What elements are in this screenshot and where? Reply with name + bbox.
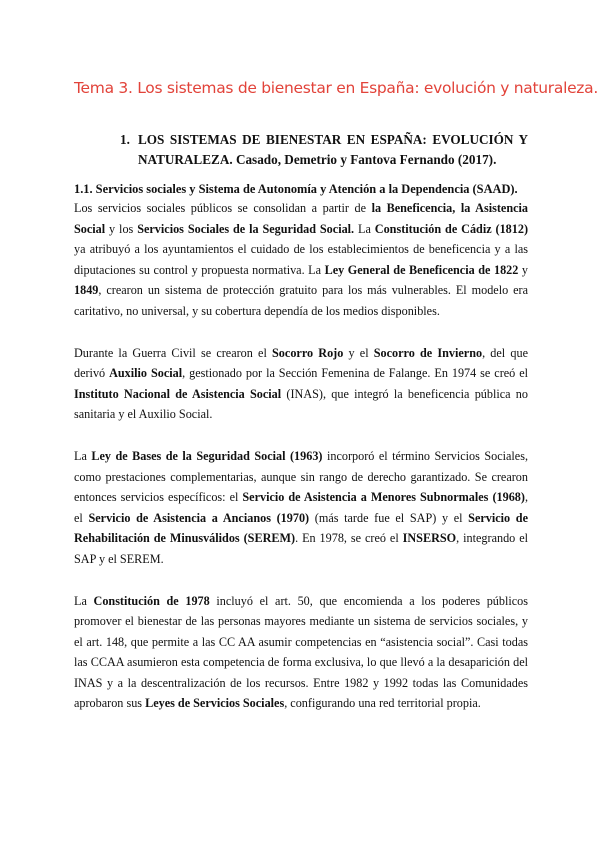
section-heading bbox=[74, 130, 528, 170]
text-run: Durante la Guerra Civil se crearon el bbox=[74, 345, 273, 360]
paragraph bbox=[74, 343, 528, 425]
text-run: incorporó el término Servicios Sociales, como prestaciones complementarias, aunque sin rango de derecho garantizado. Se crearon entonces servicios específicos: el bbox=[74, 448, 529, 505]
bold-text-run: la Beneficencia, la Asistencia Social bbox=[74, 201, 528, 236]
text-run: y el bbox=[343, 345, 374, 360]
bold-text-run: INSERSO bbox=[402, 531, 457, 546]
text-run: y los bbox=[105, 221, 138, 236]
bold-text-run: Auxilio Social bbox=[109, 366, 183, 381]
text-run: Los servicios sociales públicos se consolidan a partir de bbox=[74, 201, 372, 215]
bold-text-run: Instituto Nacional de Asistencia Social bbox=[74, 386, 282, 401]
bold-text-run: Servicio de Asistencia a Ancianos (1970) bbox=[88, 510, 310, 525]
text-run: , crearon un sistema de protección gratuito para los más vulnerables. El modelo era caritativo, no universal, y su cobertura dependía de los medios disponibles. bbox=[74, 283, 528, 318]
text-run: , del que derivó bbox=[74, 345, 528, 381]
bold-text-run: Ley de Bases de la Seguridad Social (1963) bbox=[91, 448, 323, 463]
bold-text-run: Servicio de Asistencia a Menores Subnormales (1968) bbox=[242, 490, 525, 505]
section-heading-text: LOS SISTEMAS DE BIENESTAR EN ESPAÑA: EVOLUCIÓN Y NATURALEZA. Casado, Demetrio y Fantova Fernando (2017). bbox=[138, 132, 528, 167]
text-run: (más tarde fue el SAP) y el bbox=[309, 510, 469, 525]
text-run: La bbox=[74, 448, 92, 463]
bold-text-run: Servicio de Rehabilitación de Minusválidos (SEREM) bbox=[74, 510, 528, 546]
bold-text-run: Constitución de 1978 bbox=[93, 593, 210, 608]
text-run: La bbox=[74, 593, 94, 608]
text-run: , gestionado por la Sección Femenina de Falange. En 1974 se creó el bbox=[182, 366, 529, 381]
bold-text-run: 1849 bbox=[74, 283, 99, 298]
bold-text-run: Ley General de Beneficencia de 1822 bbox=[324, 262, 519, 277]
text-run: ya atribuyó a los ayuntamientos el cuidado de los establecimientos de beneficencia y a las diputaciones su control y propuesta normativa. La bbox=[74, 242, 528, 277]
document-title: Tema 3. Los sistemas de bienestar en España: evolución y naturaleza. bbox=[74, 79, 598, 97]
text-run: y bbox=[518, 262, 529, 277]
text-run: incluyó el art. 50, que encomienda a los poderes públicos promover el bienestar de las personas mayores mediante un sistema de servicios sociales, y el art. 148, que permite a las CC AA asumir competencias en “asistencia social”. Casi todas las CCAA asumieron esta competencia de forma exclusiva, lo que llevó a la desaparición del INAS y a la descentralización de los recursos. Entre 1982 y 1992 todas las Comunidades aprobaron sus bbox=[74, 593, 529, 711]
text-run: , el bbox=[74, 490, 528, 525]
bold-text-run: Constitución de Cádiz (1812) bbox=[374, 221, 529, 236]
paragraph bbox=[74, 198, 528, 322]
text-run: (INAS), que integró la beneficencia pública no sanitaria y el Auxilio Social. bbox=[74, 386, 528, 422]
text-run: , integrando el SAP y el SEREM. bbox=[74, 531, 528, 566]
section-number: 1. bbox=[120, 132, 130, 147]
subsection-heading: 1.1. Servicios sociales y Sistema de Autonomía y Atención a la Dependencia (SAAD). bbox=[74, 182, 518, 196]
bold-text-run: Servicios Sociales de la Seguridad Social. bbox=[137, 221, 355, 236]
paragraph bbox=[74, 446, 528, 570]
text-run: . En 1978, se creó el bbox=[295, 531, 403, 546]
bold-text-run: Socorro de Invierno bbox=[373, 345, 483, 360]
bold-text-run: Leyes de Servicios Sociales bbox=[145, 696, 285, 711]
document-body bbox=[74, 198, 528, 735]
text-run: La bbox=[354, 221, 375, 236]
bold-text-run: Socorro Rojo bbox=[272, 345, 344, 360]
paragraph bbox=[74, 591, 528, 715]
text-run: , configurando una red territorial propia. bbox=[284, 696, 481, 711]
